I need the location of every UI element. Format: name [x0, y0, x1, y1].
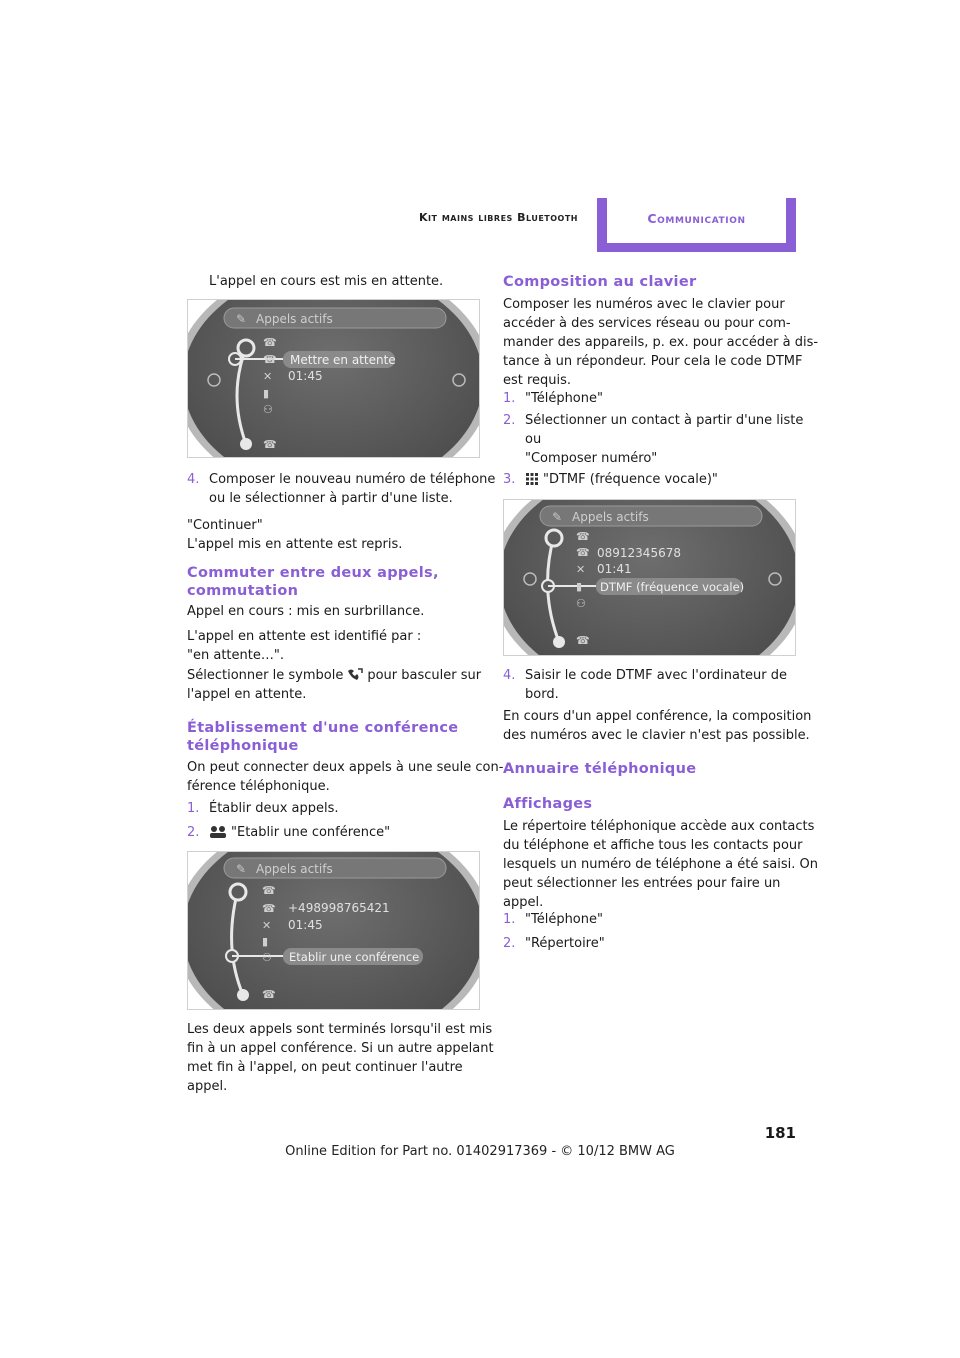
svg-text:▮: ▮ [576, 580, 583, 593]
paragraph-conference-note: En cours d'un appel conférence, la composition des numéros avec le clavier n'est pas possible. [503, 709, 812, 743]
svg-text:☎: ☎ [263, 353, 277, 366]
svg-text:⚇: ⚇ [576, 597, 586, 610]
screen-number: +498998765421 [288, 901, 390, 915]
paragraph-current-call: Appel en cours : mis en surbrillance. [187, 604, 425, 619]
screen-dtmf [503, 499, 796, 656]
dial-step-2: 2. Sélectionner un contact à partir d'une liste ou "Composer numéro" [503, 413, 804, 466]
svg-text:✎: ✎ [552, 510, 563, 524]
svg-text:✕: ✕ [576, 563, 586, 576]
svg-text:☎: ☎ [262, 988, 276, 1001]
paragraph-hold: L'appel en cours est mis en attente. [209, 274, 444, 289]
heading-phonebook: Annuaire téléphonique [503, 761, 697, 777]
heading-switch-calls: Commuter entre deux appels, commutation [187, 565, 439, 599]
svg-text:✕: ✕ [263, 370, 273, 383]
svg-text:☎: ☎ [263, 336, 277, 349]
footer-edition: Online Edition for Part no. 01402917369 - © 10/12 BMW AG [285, 1144, 675, 1159]
svg-text:✎: ✎ [236, 312, 247, 326]
svg-text:☎: ☎ [262, 902, 276, 915]
running-header-section: Kit mains libres Bluetooth [419, 211, 578, 224]
screen-conference-label: Etablir une conférence [289, 950, 420, 964]
screen-time: 01:45 [288, 918, 323, 932]
conference-step-2: 2. "Etablir une conférence" [187, 825, 391, 840]
chapter-tab [597, 198, 796, 252]
svg-text:☎: ☎ [576, 634, 590, 647]
switch-call-icon [347, 668, 363, 682]
paragraph-conference: On peut connecter deux appels à une seule con- férence téléphonique. [187, 760, 504, 794]
paragraph-keypad: Composer les numéros avec le clavier pour accéder à des services réseau ou pour com- mander des appareils, p. ex. pour accéder à dis- tance à un répondeur. Pour cela le code DTMF est requis. [503, 297, 819, 388]
chapter-title: Communication [607, 198, 786, 243]
svg-text:⚇: ⚇ [262, 951, 272, 964]
screen-title: Appels actifs [256, 312, 333, 326]
heading-conference: Établissement d'une conférence téléphonique [187, 720, 459, 754]
svg-text:☎: ☎ [576, 546, 590, 559]
screen-title: Appels actifs [256, 862, 333, 876]
screen-title: Appels actifs [572, 510, 649, 524]
dial-step-3: 3. "DTMF (fréquence vocale)" [503, 472, 718, 487]
svg-text:☎: ☎ [263, 438, 277, 451]
paragraph-conference-end: Les deux appels sont terminés lorsqu'il est mis fin à un appel conférence. Si un autre appelant met fin à l'appel, on peut continuer l'autre appel. [187, 1022, 494, 1094]
paragraph-continue: "Continuer" L'appel mis en attente est repris. [187, 518, 403, 552]
dial-step-4: 4. Saisir le code DTMF avec l'ordinateur de bord. [503, 668, 788, 702]
book-step-2: 2. "Répertoire" [503, 936, 605, 951]
conference-step-1: 1. Établir deux appels. [187, 801, 339, 816]
svg-text:⚇: ⚇ [263, 403, 273, 416]
dial-step-1: 1. "Téléphone" [503, 391, 603, 406]
step-4: 4. Composer le nouveau numéro de téléphone ou le sélectionner à partir d'une liste. [187, 472, 496, 506]
svg-text:▮: ▮ [263, 387, 270, 400]
screen-hold-call [187, 299, 480, 458]
svg-text:▮: ▮ [262, 935, 269, 948]
svg-text:☎: ☎ [576, 530, 590, 543]
screen-dtmf-label: DTMF (fréquence vocale) [600, 580, 745, 594]
screen-number: 08912345678 [597, 546, 681, 560]
screen-conference [187, 851, 480, 1010]
keypad-icon [525, 472, 539, 486]
screen-time: 01:41 [597, 562, 632, 576]
svg-text:✕: ✕ [262, 919, 272, 932]
paragraph-select-symbol: Sélectionner le symbole pour basculer sur l'appel en attente. [187, 668, 482, 702]
screen-hold-label: Mettre en attente [290, 353, 396, 367]
screen-time: 01:45 [288, 369, 323, 383]
page-number: 181 [764, 1124, 796, 1142]
conference-icon [209, 825, 227, 839]
heading-keypad-dialing: Composition au clavier [503, 274, 697, 290]
svg-text:✎: ✎ [236, 862, 247, 876]
svg-text:☎: ☎ [262, 884, 276, 897]
book-step-1: 1. "Téléphone" [503, 912, 603, 927]
heading-displays: Affichages [503, 796, 593, 812]
paragraph-waiting-call: L'appel en attente est identifié par : "en attente…". [187, 629, 422, 663]
paragraph-phonebook: Le répertoire téléphonique accède aux contacts du téléphone et affiche tous les contacts pour lesquels un numéro de téléphone a été saisi. On peut sélectionner les entrées pour faire un appel. [503, 819, 818, 910]
